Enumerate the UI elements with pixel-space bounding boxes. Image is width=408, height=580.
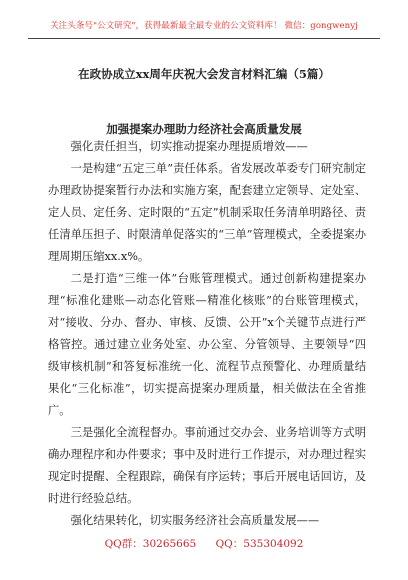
paragraph: 一是构建“五定三单”责任体系。省发展改革委专门研究制定办理政协提案暂行办法和实施方案，配套建立定领导、定处室、定人员、定任务、定时限的“五定”机制采取任务清单明路径、责任清单压担子、时限清单促落实的“三单”管理模式，全委提案办理周期压缩xx.x%。 — [48, 162, 366, 263]
section-title: 加强提案办理助力经济社会高质量发展 — [106, 122, 302, 136]
paragraph: 二是打造“三维一体”台账管理模式。通过创新构建提案办理“标准化建账—动态化管账—精准化核账”的台账管理模式，对“接收、分办、督办、审核、反馈、公开”x个关键节点进行严格管控。通过建立业务处室、办公室、分管领导、主要领导“四级审核机制”和答复标准统一化、流程节点预警化、办理质量结果化“三化标准”，切实提高提案办理质量，相关做法在全省推广。 — [48, 272, 366, 417]
paragraph: 强化责任担当，切实推动提案办理提质增效—— — [70, 140, 308, 153]
document-body — [48, 136, 366, 532]
footer-qq-number: QQ：535304092 — [215, 538, 304, 550]
paragraph: 强化结果转化，切实服务经济社会高质量发展—— — [70, 514, 320, 527]
footer-qq-group: QQ群：30265665 — [104, 538, 197, 550]
paragraph: 三是强化全流程督办。事前通过交办会、业务培训等方式明确办理程序和办件要求；事中及时进行工作提示，对办理过程实现定时提醒、全程跟踪，确保有序运转；事后开展电话回访，及时进行经验总结。 — [48, 426, 366, 505]
document-title: 在政协成立xx周年庆祝大会发言材料汇编（5篇） — [78, 67, 330, 81]
header-divider — [28, 38, 380, 39]
footer-contact — [0, 536, 408, 551]
header-note: 关注头条号"公文研究"，获得最新最全最专业的公文资料库！ 微信：gongwenyj — [50, 21, 358, 31]
